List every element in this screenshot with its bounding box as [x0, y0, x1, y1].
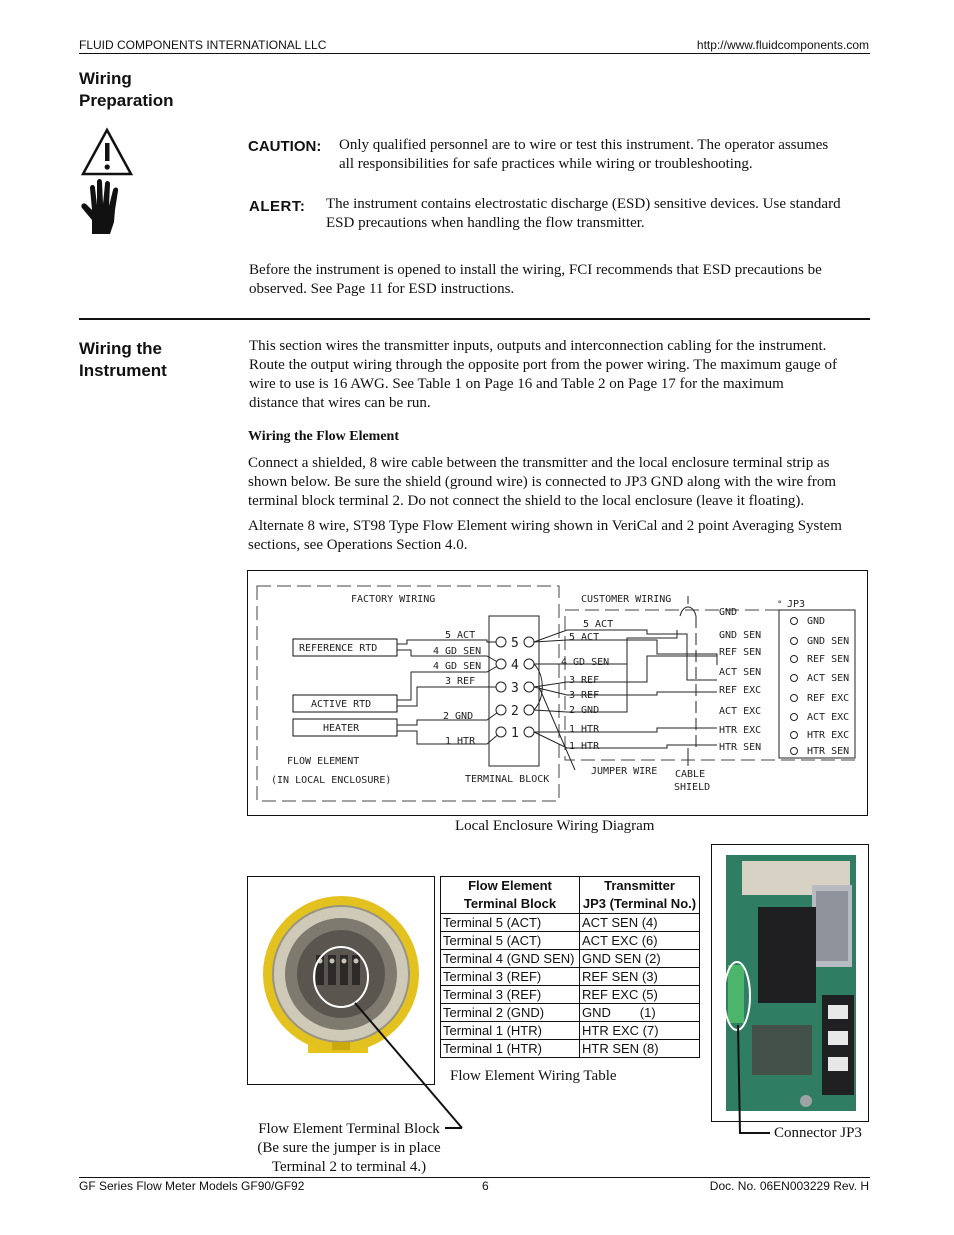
table-cell: HTR SEN (8) — [580, 1040, 700, 1058]
table-cell: Terminal 1 (HTR) — [441, 1040, 580, 1058]
jp3-pin-4: ACT SEN — [807, 673, 850, 684]
section-title-wiring-instrument: Wiring the Instrument — [79, 339, 167, 380]
table-cell: Terminal 5 (ACT) — [441, 932, 580, 950]
shield-label: SHIELD — [674, 782, 711, 793]
factory-wiring-label: FACTORY WIRING — [351, 594, 436, 605]
customer-right-3: ACT SEN — [719, 667, 762, 678]
jp3-label: JP3 — [787, 599, 806, 610]
connector-jp3-caption: Connector JP3 — [774, 1125, 862, 1141]
active-rtd-label: ACTIVE RTD — [311, 699, 372, 710]
flow-element-paragraph: Connect a shielded, 8 wire cable between the transmitter and the local enclosure terminal strip as shown below. Be sure the shield (ground wire) is connected to JP3 GND along with the wire from terminal block terminal 2. Do not connect the shield to the local enclosure (leave it floating). — [248, 455, 837, 509]
footer-rule — [79, 1177, 870, 1178]
factory-wire-6: 1 HTR — [445, 736, 476, 747]
table-cell: GND (1) — [580, 1004, 700, 1022]
footer-page-number: 6 — [482, 1179, 489, 1193]
customer-wire-7: 1 HTR — [569, 724, 600, 735]
customer-gnd-label: GND — [719, 607, 738, 618]
alert-text: The instrument contains electrostatic discharge (ESD) sensitive devices. Use standard ESD precautions when handling the flow transmitter. — [326, 196, 841, 231]
customer-right-4: REF EXC — [719, 685, 762, 696]
terminal-block-caption: Flow Element Terminal Block (Be sure the jumper is in place Terminal 2 to terminal 4.) — [257, 1121, 441, 1175]
table-header-flow-element: Flow Element Terminal Block — [441, 877, 580, 914]
table-header-transmitter: Transmitter JP3 (Terminal No.) — [580, 877, 700, 914]
flow-element-label: FLOW ELEMENT — [287, 756, 360, 767]
caution-label: CAUTION: — [248, 138, 322, 155]
table-cell: Terminal 3 (REF) — [441, 968, 580, 986]
customer-wire-2: 5 ACT — [569, 632, 600, 643]
customer-right-5: ACT EXC — [719, 706, 762, 717]
table-cell: Terminal 3 (REF) — [441, 986, 580, 1004]
section-title-wiring-preparation: Wiring Preparation — [79, 69, 174, 110]
table-caption: Flow Element Wiring Table — [450, 1068, 617, 1084]
customer-wire-3: 4 GD SEN — [561, 657, 610, 668]
terminal-number-1: 1 — [511, 726, 519, 741]
header-url: http://www.fluidcomponents.com — [696, 38, 869, 52]
factory-wire-3: 4 GD SEN — [433, 661, 482, 672]
table-cell: GND SEN (2) — [580, 950, 700, 968]
cable-label: CABLE — [675, 769, 706, 780]
factory-wire-1: 5 ACT — [445, 630, 476, 641]
jp3-pin-3: REF SEN — [807, 654, 850, 665]
table-cell: Terminal 4 (GND SEN) — [441, 950, 580, 968]
terminal-block-label: TERMINAL BLOCK — [465, 774, 550, 785]
jp3-pin-8: HTR SEN — [807, 746, 850, 757]
customer-right-7: HTR SEN — [719, 742, 762, 753]
alert-label: ALERT: — [249, 198, 306, 215]
diagram-caption: Local Enclosure Wiring Diagram — [455, 818, 655, 834]
customer-right-1: GND SEN — [719, 630, 762, 641]
jp3-pin-2: GND SEN — [807, 636, 850, 647]
table-cell: Terminal 5 (ACT) — [441, 914, 580, 932]
table-cell: Terminal 1 (HTR) — [441, 1022, 580, 1040]
subheading-flow-element: Wiring the Flow Element — [248, 429, 400, 444]
footer-doc-number: Doc. No. 06EN003229 Rev. H — [709, 1179, 869, 1193]
svg-text:°: ° — [777, 600, 783, 610]
customer-wire-6: 2 GND — [569, 705, 600, 716]
customer-wire-4: 3 REF — [569, 675, 600, 686]
customer-wire-5: 3 REF — [569, 690, 600, 701]
table-cell: HTR EXC (7) — [580, 1022, 700, 1040]
terminal-number-4: 4 — [511, 658, 519, 673]
customer-right-2: REF SEN — [719, 647, 762, 658]
footer-model: GF Series Flow Meter Models GF90/GF92 — [79, 1179, 305, 1193]
heater-label: HEATER — [323, 723, 360, 734]
customer-wire-8: 1 HTR — [569, 741, 600, 752]
esd-paragraph: Before the instrument is opened to install the wiring, FCI recommends that ESD precautions be observed. See Page 11 for ESD instructions. — [249, 262, 822, 297]
in-local-enclosure-label: (IN LOCAL ENCLOSURE) — [271, 775, 392, 786]
jp3-pin-7: HTR EXC — [807, 730, 850, 741]
customer-right-6: HTR EXC — [719, 725, 762, 736]
caution-text: Only qualified personnel are to wire or test this instrument. The operator assumes all responsibilities for safe practices while wiring or troubleshooting. — [339, 137, 829, 172]
alternate-wiring-paragraph: Alternate 8 wire, ST98 Type Flow Element wiring shown in VeriCal and 2 point Averaging System sections, see Operations Section 4.0. — [248, 518, 842, 553]
intro-paragraph: This section wires the transmitter inputs, outputs and interconnection cabling for the instrument. Route the output wiring through the opposite port from the power wiring. The maximum gauge of wire to use is 16 AWG. See Table 1 on Page 16 and Table 2 on Page 17 for the maximum distance that wires can be run. — [249, 338, 837, 411]
terminal-number-3: 3 — [511, 681, 519, 696]
customer-wire-1: 5 ACT — [583, 619, 614, 630]
reference-rtd-label: REFERENCE RTD — [299, 643, 378, 654]
jp3-pin-1: GND — [807, 616, 826, 627]
factory-wire-5: 2 GND — [443, 711, 474, 722]
jumper-wire-label: JUMPER WIRE — [591, 766, 658, 777]
table-cell: Terminal 2 (GND) — [441, 1004, 580, 1022]
jp3-pin-6: ACT EXC — [807, 712, 850, 723]
header-company: FLUID COMPONENTS INTERNATIONAL LLC — [79, 38, 327, 52]
factory-wire-4: 3 REF — [445, 676, 476, 687]
table-cell: ACT SEN (4) — [580, 914, 700, 932]
table-cell: ACT EXC (6) — [580, 932, 700, 950]
table-cell: REF EXC (5) — [580, 986, 700, 1004]
jp3-pin-5: REF EXC — [807, 693, 850, 704]
customer-wiring-label: CUSTOMER WIRING — [581, 594, 672, 605]
factory-wire-2: 4 GD SEN — [433, 646, 482, 657]
terminal-number-2: 2 — [511, 704, 519, 719]
terminal-number-5: 5 — [511, 636, 519, 651]
table-cell: REF SEN (3) — [580, 968, 700, 986]
